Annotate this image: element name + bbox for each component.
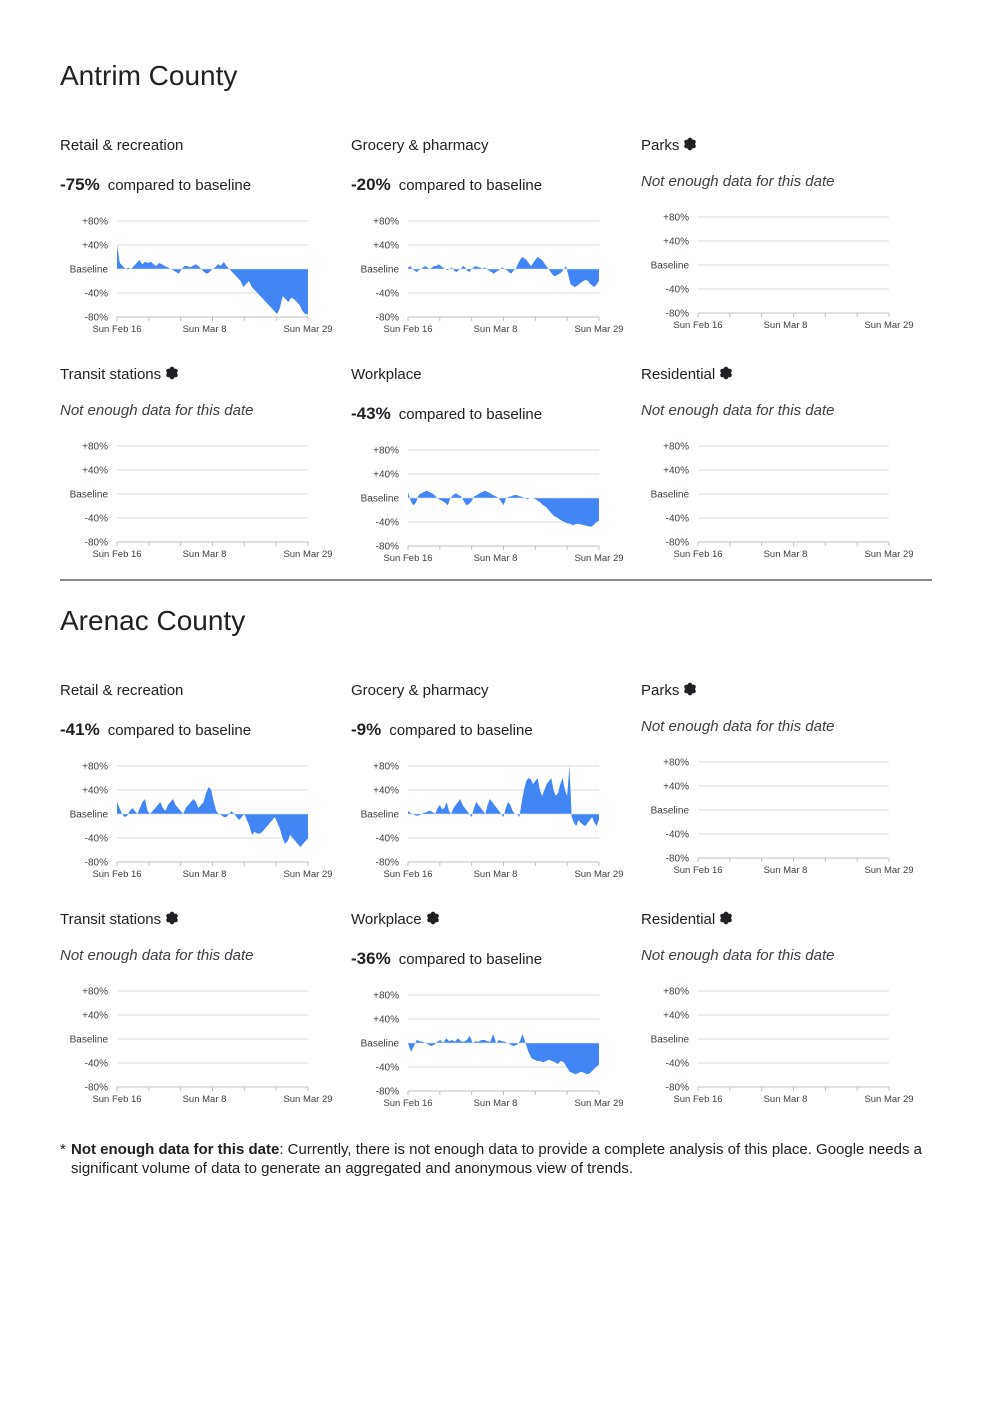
x-tick-label: Sun Mar 29: [864, 549, 914, 560]
y-tick-label: +40%: [82, 785, 108, 797]
trend-chart: [641, 209, 921, 335]
mobility-panel-grocery-and-pharmacy: [351, 137, 631, 347]
trend-chart-svg: [60, 758, 340, 884]
category-label: [351, 366, 422, 383]
x-tick-label: Sun Mar 8: [182, 549, 227, 560]
y-tick-label: -40%: [84, 513, 108, 525]
x-tick-label: Sun Mar 29: [574, 553, 624, 564]
category-label-text: Parks: [641, 137, 680, 154]
category-label: [60, 911, 179, 928]
y-tick-label: Baseline: [650, 260, 689, 272]
y-tick-label: -80%: [665, 853, 689, 865]
no-data-message: Not enough data for this date: [60, 402, 254, 419]
y-tick-label: -80%: [665, 537, 689, 549]
x-tick-label: Sun Feb 16: [673, 1094, 723, 1105]
asterisk-icon: [165, 366, 179, 380]
trend-chart: [60, 438, 340, 564]
no-data-message: Not enough data for this date: [641, 173, 835, 190]
value-row: [60, 175, 251, 195]
footnote: [60, 1140, 930, 1178]
category-label-text: Workplace: [351, 911, 422, 928]
mobility-panel-parks: [641, 682, 921, 892]
x-tick-label: Sun Mar 8: [182, 869, 227, 880]
category-label: [641, 366, 733, 383]
mobility-panel-retail-and-recreation: [60, 137, 340, 347]
x-tick-label: Sun Mar 8: [182, 1094, 227, 1105]
y-tick-label: +40%: [373, 240, 399, 252]
trend-chart-svg: [60, 438, 340, 564]
trend-chart: [351, 758, 631, 884]
x-tick-label: Sun Feb 16: [92, 869, 142, 880]
category-label: [351, 911, 440, 928]
y-tick-label: +40%: [663, 1010, 689, 1022]
y-tick-label: +40%: [663, 781, 689, 793]
change-value: -75%: [60, 175, 100, 194]
y-tick-label: +40%: [82, 240, 108, 252]
category-label-text: Transit stations: [60, 911, 162, 928]
trend-chart-svg: [641, 209, 921, 335]
y-tick-label: Baseline: [650, 805, 689, 817]
county-title: Arenac County: [60, 605, 246, 636]
y-tick-label: -40%: [665, 513, 689, 525]
y-tick-label: +80%: [373, 216, 399, 228]
y-tick-label: -80%: [84, 857, 108, 869]
section-divider: [60, 579, 932, 581]
category-label: [351, 682, 489, 699]
y-tick-label: Baseline: [69, 489, 108, 501]
trend-area: [408, 491, 599, 527]
y-tick-label: Baseline: [69, 1034, 108, 1046]
asterisk-icon: [426, 911, 440, 925]
y-tick-label: +80%: [82, 986, 108, 998]
mobility-panel-retail-and-recreation: [60, 682, 340, 892]
y-tick-label: +40%: [663, 236, 689, 248]
y-tick-label: -80%: [375, 1086, 399, 1098]
y-tick-label: -40%: [84, 288, 108, 300]
x-tick-label: Sun Mar 29: [283, 324, 333, 335]
y-tick-label: -80%: [665, 308, 689, 320]
mobility-panel-residential: [641, 911, 921, 1121]
y-tick-label: Baseline: [69, 809, 108, 821]
y-tick-label: -80%: [665, 1082, 689, 1094]
y-tick-label: +80%: [663, 986, 689, 998]
x-tick-label: Sun Mar 8: [763, 320, 808, 331]
category-label-text: Transit stations: [60, 366, 162, 383]
y-tick-label: -80%: [84, 1082, 108, 1094]
category-label-text: Parks: [641, 682, 680, 699]
trend-chart: [641, 754, 921, 880]
x-tick-label: Sun Mar 29: [283, 549, 333, 560]
trend-chart-svg: [641, 438, 921, 564]
trend-chart: [351, 213, 631, 339]
asterisk-icon: [165, 911, 179, 925]
trend-chart-svg: [351, 987, 631, 1113]
change-value: -43%: [351, 404, 391, 423]
x-tick-label: Sun Feb 16: [673, 549, 723, 560]
x-tick-label: Sun Mar 29: [864, 865, 914, 876]
trend-chart: [60, 213, 340, 339]
category-label: [60, 137, 183, 154]
y-tick-label: +80%: [373, 990, 399, 1002]
category-label: [60, 366, 179, 383]
no-data-message: Not enough data for this date: [641, 947, 835, 964]
mobility-panel-parks: [641, 137, 921, 347]
asterisk-icon: [683, 137, 697, 151]
category-label: [641, 682, 697, 699]
value-row: [351, 949, 542, 969]
x-tick-label: Sun Mar 29: [283, 869, 333, 880]
category-label-text: Residential: [641, 911, 716, 928]
trend-chart: [641, 983, 921, 1109]
category-label: [641, 137, 697, 154]
trend-chart-svg: [641, 754, 921, 880]
x-tick-label: Sun Feb 16: [383, 1098, 433, 1109]
no-data-message: Not enough data for this date: [60, 947, 254, 964]
y-tick-label: -40%: [375, 1062, 399, 1074]
value-row: [351, 175, 542, 195]
trend-chart: [60, 983, 340, 1109]
asterisk-icon: [719, 911, 733, 925]
y-tick-label: -40%: [84, 833, 108, 845]
category-label-text: Grocery & pharmacy: [351, 682, 489, 699]
footnote-text: : Currently, there is not enough data to provide a complete analysis of this place. Google needs a significant volume of data to generate an aggregated and anonymous view of trends.: [71, 1141, 922, 1177]
x-tick-label: Sun Mar 8: [763, 865, 808, 876]
y-tick-label: Baseline: [69, 264, 108, 276]
x-tick-label: Sun Feb 16: [383, 869, 433, 880]
y-tick-label: -40%: [375, 288, 399, 300]
category-label-text: Retail & recreation: [60, 682, 184, 699]
category-label: [641, 911, 733, 928]
trend-chart-svg: [351, 758, 631, 884]
y-tick-label: +80%: [373, 445, 399, 457]
y-tick-label: Baseline: [360, 809, 399, 821]
y-tick-label: +80%: [373, 761, 399, 773]
y-tick-label: Baseline: [360, 1038, 399, 1050]
y-tick-label: +80%: [82, 216, 108, 228]
asterisk-icon: [683, 682, 697, 696]
trend-chart-svg: [641, 983, 921, 1109]
y-tick-label: +80%: [663, 212, 689, 224]
trend-chart-svg: [351, 213, 631, 339]
x-tick-label: Sun Mar 8: [473, 869, 518, 880]
asterisk-icon: [719, 366, 733, 380]
trend-area: [408, 766, 599, 826]
mobility-panel-workplace: [351, 366, 631, 576]
x-tick-label: Sun Mar 29: [574, 869, 624, 880]
category-label-text: Retail & recreation: [60, 137, 184, 154]
x-tick-label: Sun Mar 8: [473, 553, 518, 564]
category-label-text: Workplace: [351, 366, 422, 383]
county-title: Antrim County: [60, 60, 238, 91]
trend-area: [408, 257, 599, 287]
value-row: [60, 720, 251, 740]
mobility-panel-residential: [641, 366, 921, 576]
mobility-panel-transit-stations: [60, 366, 340, 576]
category-label: [351, 137, 489, 154]
change-value: -20%: [351, 175, 391, 194]
x-tick-label: Sun Mar 8: [763, 1094, 808, 1105]
x-tick-label: Sun Mar 29: [864, 1094, 914, 1105]
y-tick-label: -80%: [375, 857, 399, 869]
change-value: -41%: [60, 720, 100, 739]
x-tick-label: Sun Mar 8: [473, 1098, 518, 1109]
x-tick-label: Sun Feb 16: [673, 865, 723, 876]
x-tick-label: Sun Mar 29: [283, 1094, 333, 1105]
trend-chart: [351, 987, 631, 1113]
category-label: [60, 682, 183, 699]
x-tick-label: Sun Feb 16: [92, 549, 142, 560]
footnote-star: *: [60, 1141, 66, 1158]
trend-area: [117, 245, 308, 314]
y-tick-label: +40%: [373, 1014, 399, 1026]
y-tick-label: +40%: [82, 1010, 108, 1022]
change-value: -9%: [351, 720, 382, 739]
compare-text: compared to baseline: [398, 951, 543, 968]
y-tick-label: -40%: [665, 1058, 689, 1070]
trend-chart-svg: [60, 983, 340, 1109]
y-tick-label: -80%: [84, 537, 108, 549]
no-data-message: Not enough data for this date: [641, 402, 835, 419]
y-tick-label: -40%: [375, 517, 399, 529]
x-tick-label: Sun Feb 16: [383, 553, 433, 564]
mobility-panel-workplace: [351, 911, 631, 1121]
x-tick-label: Sun Feb 16: [673, 320, 723, 331]
compare-text: compared to baseline: [107, 722, 252, 739]
compare-text: compared to baseline: [398, 406, 543, 423]
x-tick-label: Sun Mar 8: [763, 549, 808, 560]
y-tick-label: Baseline: [360, 493, 399, 505]
change-value: -36%: [351, 949, 391, 968]
value-row: [351, 404, 542, 424]
y-tick-label: Baseline: [360, 264, 399, 276]
category-label-text: Grocery & pharmacy: [351, 137, 489, 154]
x-tick-label: Sun Feb 16: [383, 324, 433, 335]
trend-chart: [60, 758, 340, 884]
y-tick-label: +80%: [663, 441, 689, 453]
y-tick-label: -40%: [375, 833, 399, 845]
y-tick-label: +40%: [82, 465, 108, 477]
y-tick-label: Baseline: [650, 489, 689, 501]
y-tick-label: Baseline: [650, 1034, 689, 1046]
y-tick-label: -40%: [665, 829, 689, 841]
mobility-panel-grocery-and-pharmacy: [351, 682, 631, 892]
y-tick-label: -80%: [84, 312, 108, 324]
x-tick-label: Sun Feb 16: [92, 324, 142, 335]
y-tick-label: -80%: [375, 312, 399, 324]
x-tick-label: Sun Mar 29: [864, 320, 914, 331]
footnote-bold: Not enough data for this date: [71, 1141, 280, 1158]
value-row: [351, 720, 533, 740]
y-tick-label: +40%: [373, 785, 399, 797]
no-data-message: Not enough data for this date: [641, 718, 835, 735]
y-tick-label: +40%: [373, 469, 399, 481]
y-tick-label: -40%: [84, 1058, 108, 1070]
mobility-panel-transit-stations: [60, 911, 340, 1121]
y-tick-label: -80%: [375, 541, 399, 553]
trend-area: [408, 1034, 599, 1074]
x-tick-label: Sun Mar 29: [574, 324, 624, 335]
x-tick-label: Sun Feb 16: [92, 1094, 142, 1105]
compare-text: compared to baseline: [389, 722, 533, 739]
trend-chart: [641, 438, 921, 564]
y-tick-label: +40%: [663, 465, 689, 477]
x-tick-label: Sun Mar 29: [574, 1098, 624, 1109]
x-tick-label: Sun Mar 8: [473, 324, 518, 335]
y-tick-label: -40%: [665, 284, 689, 296]
trend-chart-svg: [351, 442, 631, 568]
x-tick-label: Sun Mar 8: [182, 324, 227, 335]
trend-chart-svg: [60, 213, 340, 339]
y-tick-label: +80%: [82, 441, 108, 453]
compare-text: compared to baseline: [398, 177, 543, 194]
category-label-text: Residential: [641, 366, 716, 383]
y-tick-label: +80%: [82, 761, 108, 773]
trend-chart: [351, 442, 631, 568]
compare-text: compared to baseline: [107, 177, 252, 194]
y-tick-label: +80%: [663, 757, 689, 769]
